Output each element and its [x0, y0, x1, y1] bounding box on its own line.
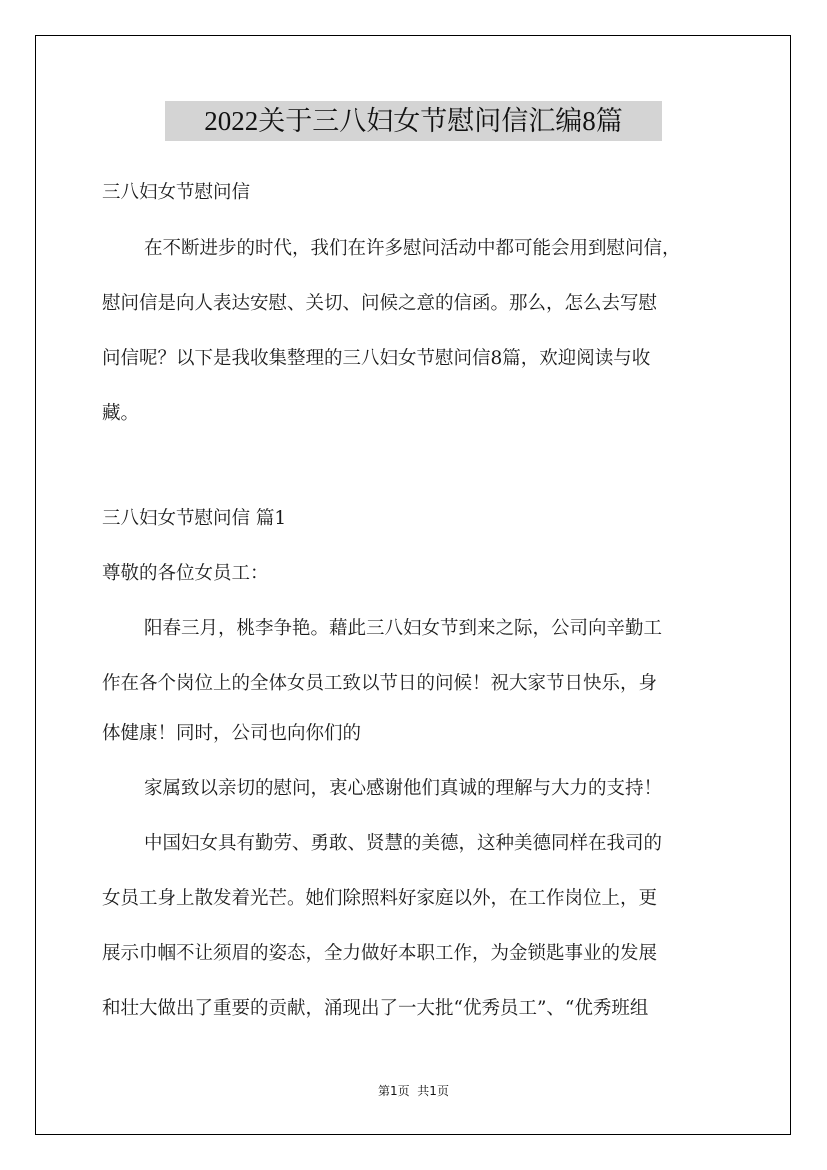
para1-line-1: 阳春三月，桃李争艳。藉此三八妇女节到来之际，公司向辛勤工 [144, 618, 663, 639]
para3-line-2: 女员工身上散发着光芒。她们除照料好家庭以外，在工作岗位上，更 [102, 888, 658, 909]
intro-line-2: 慰问信是向人表达安慰、关切、问候之意的信函。那么，怎么去写慰 [102, 293, 658, 314]
page-number-footer: 第1页 共1页 [378, 1084, 449, 1098]
para3-line-1: 中国妇女具有勤劳、勇敢、贤慧的美德，这种美德同样在我司的 [144, 833, 663, 854]
para2-line-1: 家属致以亲切的慰问，衷心感谢他们真诚的理解与大力的支持！ [144, 778, 663, 799]
document-title: 2022关于三八妇女节慰问信汇编8篇 [165, 101, 662, 141]
para3-line-4: 和壮大做出了重要的贡献，涌现出了一大批“优秀员工”、“优秀班组 [102, 998, 649, 1019]
intro-line-3: 问信呢？以下是我收集整理的三八妇女节慰问信8篇，欢迎阅读与收 [102, 348, 651, 369]
para1-line-2: 作在各个岗位上的全体女员工致以节日的问候！祝大家节日快乐，身 [102, 673, 658, 694]
intro-line-4: 藏。 [102, 403, 140, 424]
salutation: 尊敬的各位女员工： [102, 563, 269, 584]
para1-line-3: 体健康！同时，公司也向你们的 [102, 723, 362, 744]
section-heading: 三八妇女节慰问信 [102, 182, 251, 203]
part-heading: 三八妇女节慰问信 篇1 [102, 508, 287, 529]
intro-line-1: 在不断进步的时代，我们在许多慰问活动中都可能会用到慰问信， [144, 238, 681, 259]
para3-line-3: 展示巾帼不让须眉的姿态，全力做好本职工作，为金锁匙事业的发展 [102, 943, 658, 964]
